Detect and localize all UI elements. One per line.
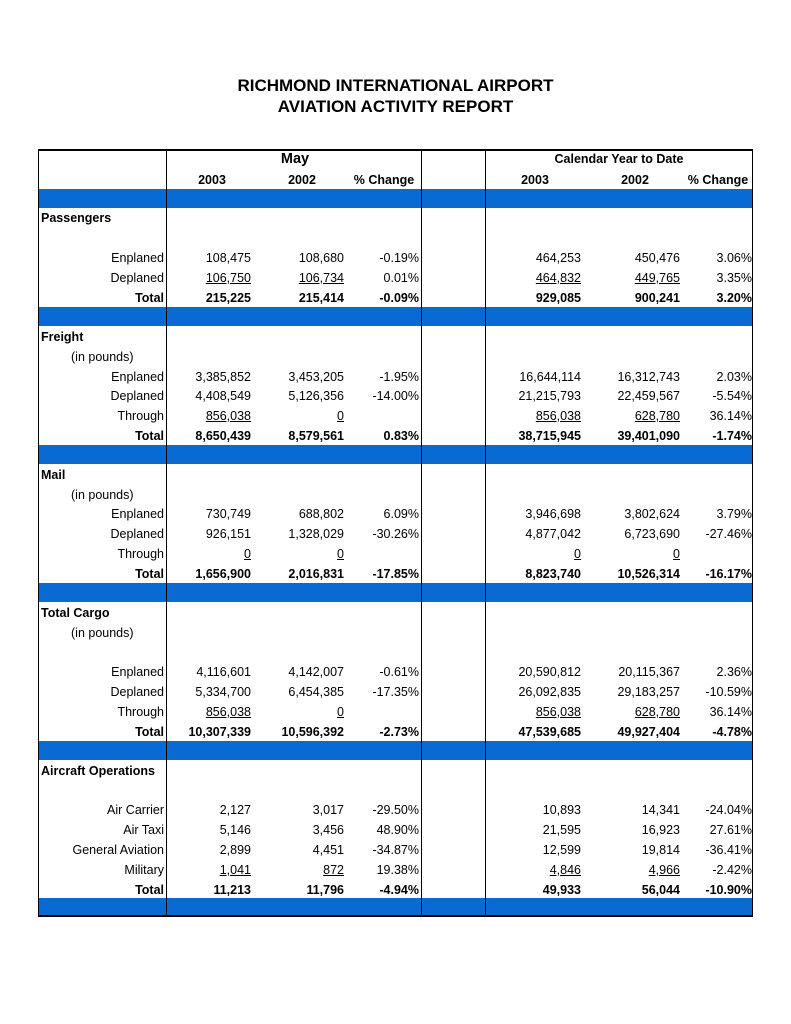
cell-mail-enplaned-col2: 6.09% [383,507,419,521]
cell-total-cargo-total-col1: 10,596,392 [281,725,344,739]
cell-freight-deplaned-col5: -5.54% [712,389,752,403]
cell-passengers-total-col2: -0.09% [379,291,419,305]
cell-freight-total-col0: 8,650,439 [195,429,251,443]
cell-freight-enplaned-col0: 3,385,852 [195,370,251,384]
cell-aircraft-operations-air-carrier-col5: -24.04% [705,803,752,817]
row-label-enplaned: Enplaned [111,251,164,265]
cell-freight-total-col1: 8,579,561 [288,429,344,443]
section-title-total-cargo: Total Cargo [41,606,110,620]
cell-total-cargo-through-col1: 0 [337,705,344,719]
cell-passengers-enplaned-col1: 108,680 [298,251,344,265]
cell-total-cargo-deplaned-col1: 6,454,385 [288,685,344,699]
cell-aircraft-operations-general-aviation-col5: -36.41% [705,843,752,857]
cell-freight-enplaned-col4: 16,312,743 [617,370,680,384]
cell-aircraft-operations-air-carrier-col1: 3,017 [312,803,344,817]
cell-freight-through-col4: 628,780 [634,409,680,423]
cell-aircraft-operations-total-col0: 11,213 [213,883,251,897]
cell-total-cargo-total-col4: 49,927,404 [617,725,680,739]
cell-freight-deplaned-col3: 21,215,793 [518,389,581,403]
cell-mail-enplaned-col1: 688,802 [298,507,344,521]
cell-mail-through-col1: 0 [337,547,344,561]
cell-freight-through-col1: 0 [337,409,344,423]
cell-total-cargo-total-col2: -2.73% [379,725,419,739]
cell-total-cargo-deplaned-col4: 29,183,257 [617,685,680,699]
cell-mail-deplaned-col0: 926,151 [205,527,251,541]
section-title-mail: Mail [41,468,66,482]
col-header-month-2003: 2003 [198,173,226,187]
cell-passengers-deplaned-col1: 106,734 [298,271,344,285]
cell-passengers-deplaned-col3: 464,832 [535,271,581,285]
row-label-deplaned: Deplaned [110,527,164,541]
col-header-ytd-2002: 2002 [621,173,649,187]
cell-mail-enplaned-col4: 3,802,624 [624,507,680,521]
month-header: May [280,151,310,167]
cell-freight-total-col5: -1.74% [712,429,752,443]
cell-passengers-enplaned-col2: -0.19% [379,251,419,265]
section-unit-note: (in pounds) [71,350,134,364]
col-header-ytd-2003: 2003 [521,173,549,187]
report-title-line2: AVIATION ACTIVITY REPORT [277,97,514,116]
cell-total-cargo-enplaned-col1: 4,142,007 [288,665,344,679]
cell-freight-enplaned-col3: 16,644,114 [519,370,581,384]
cell-aircraft-operations-military-col3: 4,846 [549,863,581,877]
row-label-enplaned: Enplaned [111,370,164,384]
cell-passengers-total-col0: 215,225 [205,291,251,305]
cell-total-cargo-through-col4: 628,780 [634,705,680,719]
cell-total-cargo-enplaned-col3: 20,590,812 [518,665,581,679]
cell-aircraft-operations-air-taxi-col3: 21,595 [542,823,581,837]
row-label-through: Through [117,705,164,719]
cell-total-cargo-deplaned-col0: 5,334,700 [195,685,251,699]
cell-total-cargo-through-col0: 856,038 [205,705,251,719]
cell-passengers-total-col4: 900,241 [634,291,680,305]
cell-mail-deplaned-col2: -30.26% [372,527,419,541]
cell-freight-deplaned-col2: -14.00% [372,389,419,403]
cell-mail-through-col4: 0 [673,547,680,561]
row-label-military: Military [124,863,164,877]
cell-passengers-deplaned-col4: 449,765 [634,271,680,285]
cell-mail-total-col3: 8,823,740 [525,567,581,581]
cell-mail-total-col4: 10,526,314 [617,567,680,581]
cell-freight-deplaned-col1: 5,126,356 [288,389,344,403]
cell-aircraft-operations-military-col5: -2.42% [712,863,752,877]
cell-mail-enplaned-col5: 3.79% [716,507,752,521]
cell-aircraft-operations-air-carrier-col0: 2,127 [219,803,251,817]
cell-total-cargo-enplaned-col0: 4,116,601 [196,665,251,679]
row-label-through: Through [117,547,164,561]
cell-aircraft-operations-total-col3: 49,933 [542,883,581,897]
ytd-header: Calendar Year to Date [554,152,684,166]
cell-total-cargo-deplaned-col3: 26,092,835 [518,685,581,699]
section-separator-band [38,741,753,760]
row-label-enplaned: Enplaned [111,507,164,521]
cell-freight-total-col3: 38,715,945 [518,429,581,443]
cell-mail-through-col0: 0 [244,547,251,561]
cell-aircraft-operations-air-carrier-col3: 10,893 [542,803,581,817]
cell-mail-deplaned-col4: 6,723,690 [624,527,680,541]
cell-mail-total-col1: 2,016,831 [288,567,344,581]
cell-aircraft-operations-air-carrier-col2: -29.50% [372,803,419,817]
row-label-total: Total [135,883,164,897]
section-unit-note: (in pounds) [71,626,134,640]
cell-passengers-total-col1: 215,414 [298,291,344,305]
cell-aircraft-operations-general-aviation-col2: -34.87% [372,843,419,857]
cell-freight-enplaned-col5: 2.03% [716,370,752,384]
row-label-deplaned: Deplaned [110,389,164,403]
col-header-month-2002: 2002 [288,173,316,187]
cell-aircraft-operations-general-aviation-col0: 2,899 [219,843,251,857]
cell-aircraft-operations-general-aviation-col1: 4,451 [312,843,344,857]
row-label-through: Through [117,409,164,423]
section-separator-band [38,583,753,602]
cell-freight-enplaned-col2: -1.95% [379,370,419,384]
cell-passengers-enplaned-col3: 464,253 [535,251,581,265]
cell-total-cargo-enplaned-col2: -0.61% [379,665,419,679]
row-label-total: Total [135,725,164,739]
row-label-total: Total [135,429,164,443]
table-top-border [38,149,753,151]
section-separator-band [38,307,753,326]
cell-aircraft-operations-military-col2: 19.38% [376,863,419,877]
cell-passengers-deplaned-col0: 106,750 [205,271,251,285]
cell-total-cargo-deplaned-col2: -17.35% [372,685,419,699]
cell-aircraft-operations-total-col4: 56,044 [641,883,680,897]
cell-aircraft-operations-military-col0: 1,041 [219,863,251,877]
cell-freight-through-col0: 856,038 [205,409,251,423]
cell-passengers-deplaned-col2: 0.01% [383,271,419,285]
report-title-line1: RICHMOND INTERNATIONAL AIRPORT [237,76,554,95]
row-label-enplaned: Enplaned [111,665,164,679]
row-label-air-taxi: Air Taxi [123,823,164,837]
cell-aircraft-operations-air-taxi-col4: 16,923 [641,823,680,837]
cell-total-cargo-total-col3: 47,539,685 [518,725,581,739]
cell-passengers-enplaned-col5: 3.06% [716,251,752,265]
section-title-passengers: Passengers [41,211,112,225]
cell-mail-through-col3: 0 [574,547,581,561]
cell-mail-total-col2: -17.85% [372,567,419,581]
section-unit-note: (in pounds) [71,488,134,502]
cell-passengers-enplaned-col0: 108,475 [205,251,251,265]
cell-freight-total-col4: 39,401,090 [617,429,680,443]
cell-aircraft-operations-total-col5: -10.90% [705,883,752,897]
col-header-ytd-change: % Change [687,173,749,187]
cell-total-cargo-through-col3: 856,038 [535,705,581,719]
section-title-freight: Freight [41,330,84,344]
cell-freight-deplaned-col0: 4,408,549 [195,389,251,403]
cell-passengers-total-col5: 3.20% [716,291,752,305]
cell-total-cargo-through-col5: 36.14% [709,705,752,719]
cell-aircraft-operations-military-col1: 872 [323,863,344,877]
cell-passengers-enplaned-col4: 450,476 [634,251,680,265]
cell-mail-deplaned-col3: 4,877,042 [525,527,581,541]
cell-aircraft-operations-military-col4: 4,966 [648,863,680,877]
cell-passengers-total-col3: 929,085 [535,291,581,305]
cell-aircraft-operations-air-taxi-col1: 3,456 [312,823,344,837]
cell-freight-through-col5: 36.14% [709,409,752,423]
row-label-air-carrier: Air Carrier [107,803,164,817]
activity-table [38,149,753,917]
cell-freight-through-col3: 856,038 [535,409,581,423]
cell-total-cargo-total-col0: 10,307,339 [188,725,251,739]
cell-total-cargo-deplaned-col5: -10.59% [705,685,752,699]
cell-mail-deplaned-col1: 1,328,029 [288,527,344,541]
section-title-aircraft-operations: Aircraft Operations [41,764,155,778]
cell-freight-enplaned-col1: 3,453,205 [288,370,344,384]
row-label-total: Total [135,291,164,305]
cell-freight-total-col2: 0.83% [383,429,419,443]
cell-total-cargo-enplaned-col5: 2.36% [716,665,752,679]
cell-aircraft-operations-general-aviation-col3: 12,599 [542,843,581,857]
cell-passengers-deplaned-col5: 3.35% [716,271,752,285]
cell-mail-enplaned-col0: 730,749 [205,507,251,521]
row-label-deplaned: Deplaned [110,685,164,699]
cell-mail-deplaned-col5: -27.46% [705,527,752,541]
section-separator-band [38,189,753,208]
cell-aircraft-operations-air-taxi-col0: 5,146 [219,823,251,837]
row-label-general-aviation: General Aviation [72,843,164,857]
col-header-month-change: % Change [353,173,415,187]
row-label-total: Total [135,567,164,581]
table-bottom-border [38,915,753,917]
cell-total-cargo-enplaned-col4: 20,115,367 [618,665,680,679]
cell-aircraft-operations-air-carrier-col4: 14,341 [641,803,680,817]
cell-mail-total-col0: 1,656,900 [195,567,251,581]
cell-total-cargo-total-col5: -4.78% [712,725,752,739]
cell-aircraft-operations-total-col2: -4.94% [379,883,419,897]
cell-aircraft-operations-general-aviation-col4: 19,814 [641,843,680,857]
cell-mail-enplaned-col3: 3,946,698 [525,507,581,521]
cell-freight-deplaned-col4: 22,459,567 [617,389,680,403]
cell-aircraft-operations-air-taxi-col5: 27.61% [709,823,752,837]
cell-aircraft-operations-total-col1: 11,796 [306,883,344,897]
section-separator-band [38,445,753,464]
row-label-deplaned: Deplaned [110,271,164,285]
cell-mail-total-col5: -16.17% [705,567,752,581]
cell-aircraft-operations-air-taxi-col2: 48.90% [376,823,419,837]
